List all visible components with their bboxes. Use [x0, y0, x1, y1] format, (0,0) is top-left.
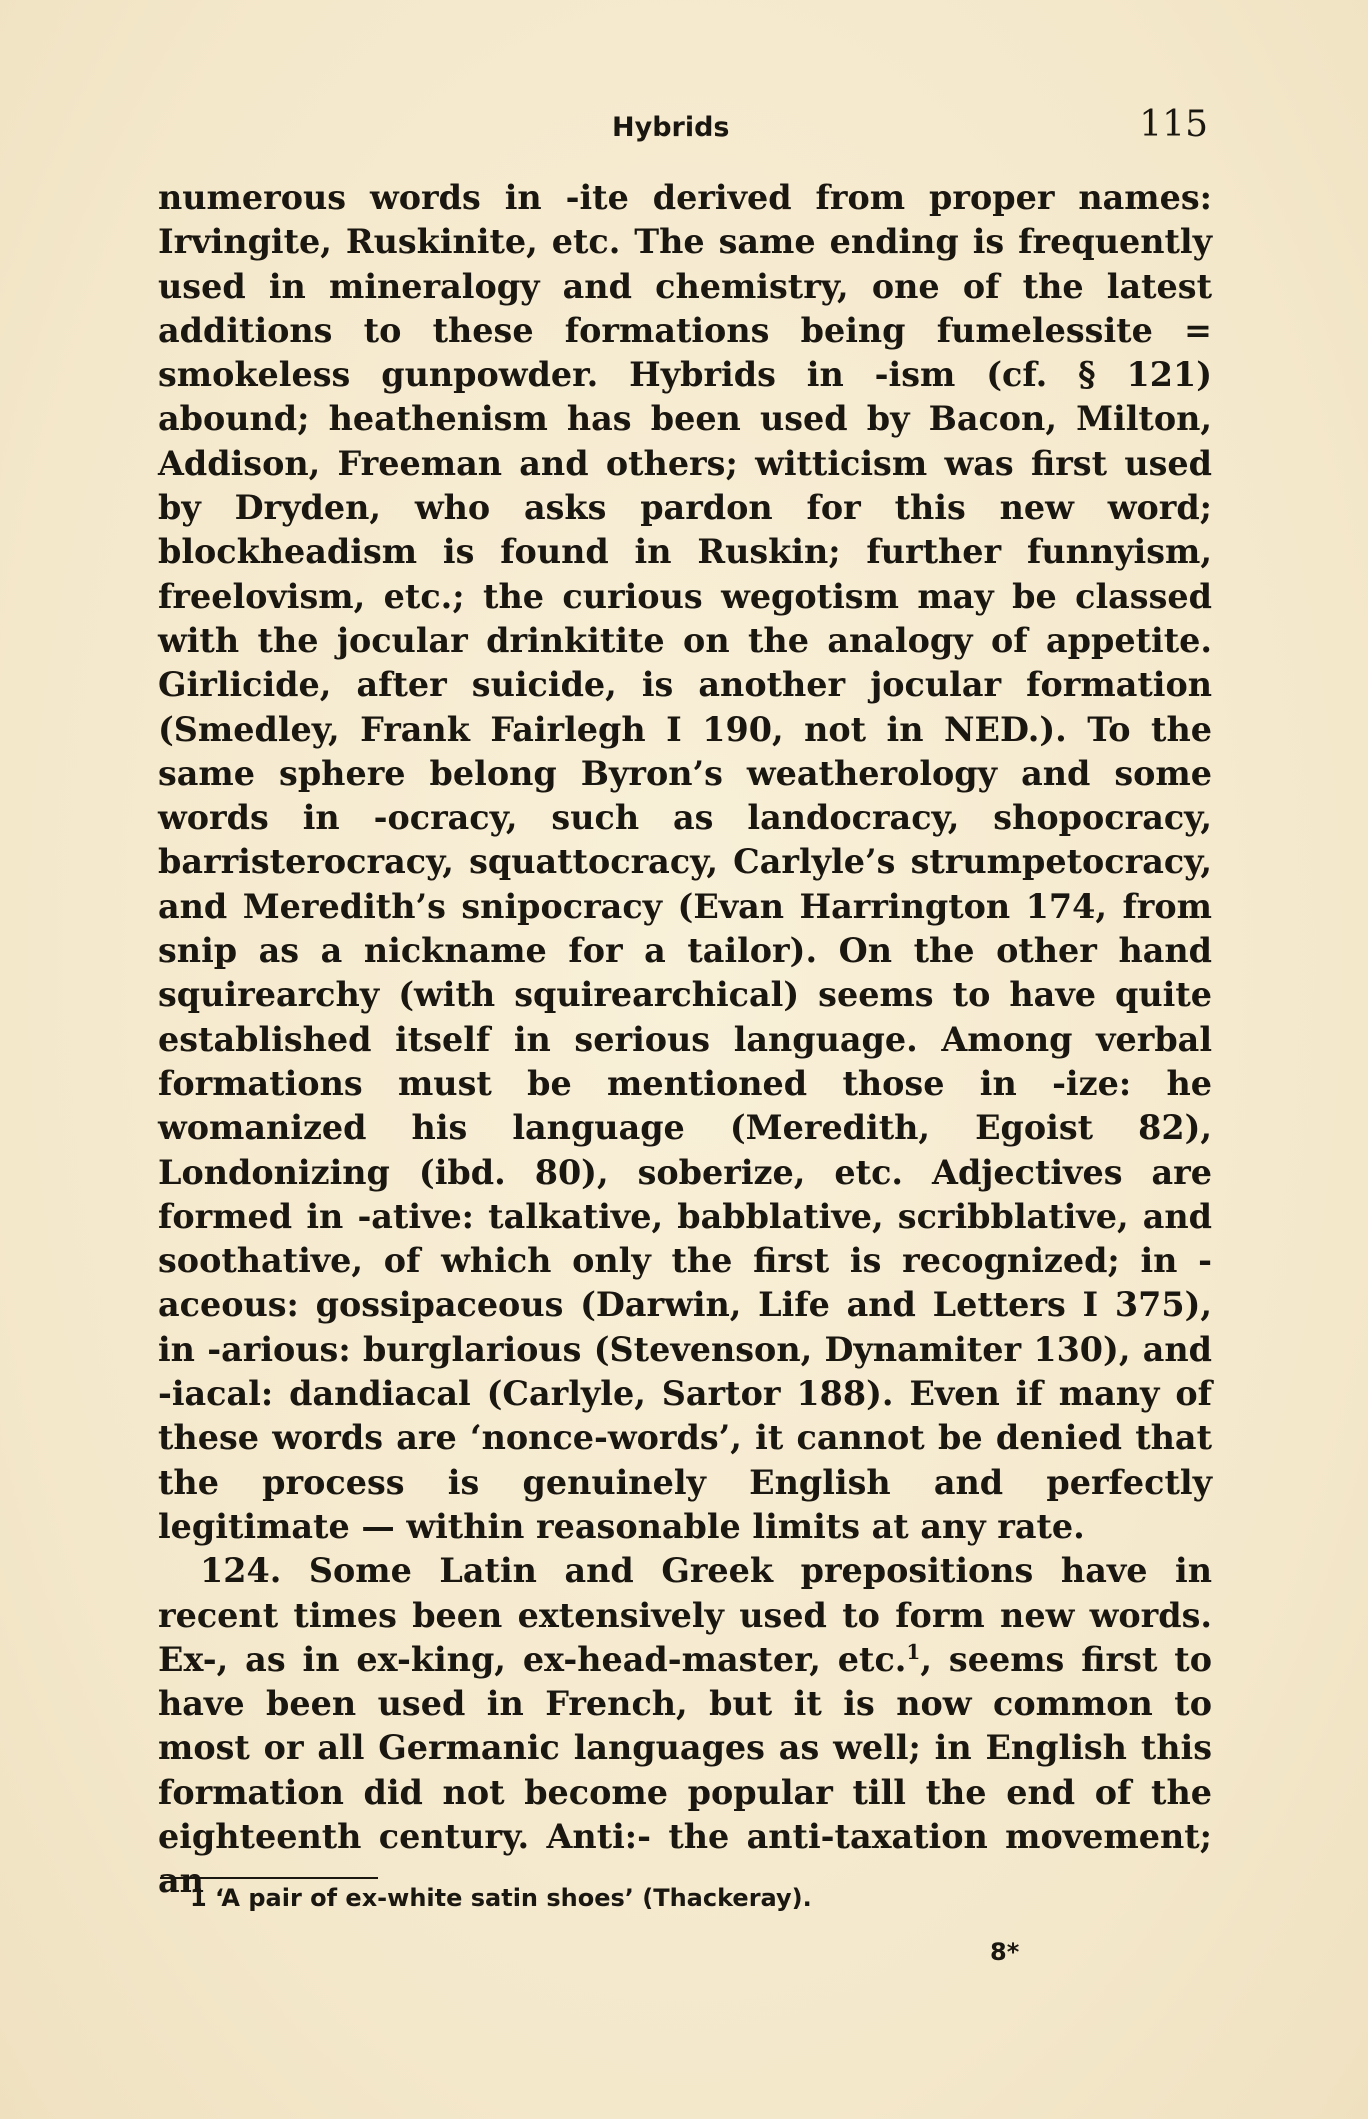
- footnote-reference: 1: [906, 1639, 921, 1664]
- footnote: 1 ‘A pair of ex-white satin shoes’ (Thackeray).: [190, 1884, 812, 1912]
- section-number: 124.: [200, 1551, 282, 1591]
- running-head-title: Hybrids: [612, 112, 730, 143]
- footnote-divider: [160, 1877, 378, 1879]
- page-number: 115: [1139, 104, 1208, 145]
- main-text: [158, 176, 1212, 1904]
- section-text-end: , seems first to have been used in French, but it is now common to most or all Germanic languages as well; in English this formation did not become popular till the end of the eighteenth century. Anti:- the anti-taxation movement; an: [158, 1639, 1212, 1901]
- section-text-start: Some Latin and Greek prepositions have in recent times been extensively used to form new words. Ex-, as in ex-king, ex-head-master, etc.: [158, 1551, 1213, 1679]
- signature-mark: 8*: [990, 1938, 1020, 1966]
- section-124-paragraph: [158, 1549, 1212, 1903]
- running-head: [160, 104, 1212, 154]
- paragraph-continued: numerous words in -ite derived from proper names: Irvingite, Ruskinite, etc. The same ending is frequently used in mineralogy and chemistry, one of the latest additions to these formations being fumelessite = smokeless gunpowder. Hybrids in -ism (cf. § 121) abound; heathenism has been used by Bacon, Milton, Addison, Freeman and others; witticism was first used by Dryden, who asks pardon for this new word; blockheadism is found in Ruskin; further funnyism, freelovism, etc.; the curious wegotism may be classed with the jocular drinkitite on the analogy of appetite. Girlicide, after suicide, is another jocular formation (Smedley, Frank Fairlegh I 190, not in NED.). To the same sphere belong Byron’s weatherology and some words in -ocracy, such as landocracy, shopocracy, barristerocracy, squattocracy, Carlyle’s strumpetocracy, and Meredith’s snipocracy (Evan Harrington 174, from snip as a nickname for a tailor). On the other hand squirearchy (with squirearchical) seems to have quite established itself in serious language. Among verbal formations must be mentioned those in -ize: he womanized his language (Meredith, Egoist 82), Londonizing (ibd. 80), soberize, etc. Adjectives are formed in -ative: talkative, babblative, scribblative, and soothative, of which only the first is recognized; in -aceous: gossipaceous (Darwin, Life and Letters I 375), in -arious: burglarious (Stevenson, Dynamiter 130), and -iacal: dandiacal (Carlyle, Sartor 188). Even if many of these words are ‘nonce-words’, it cannot be denied that the process is genuinely English and perfectly legitimate — within reasonable limits at any rate.: [158, 178, 1212, 1546]
